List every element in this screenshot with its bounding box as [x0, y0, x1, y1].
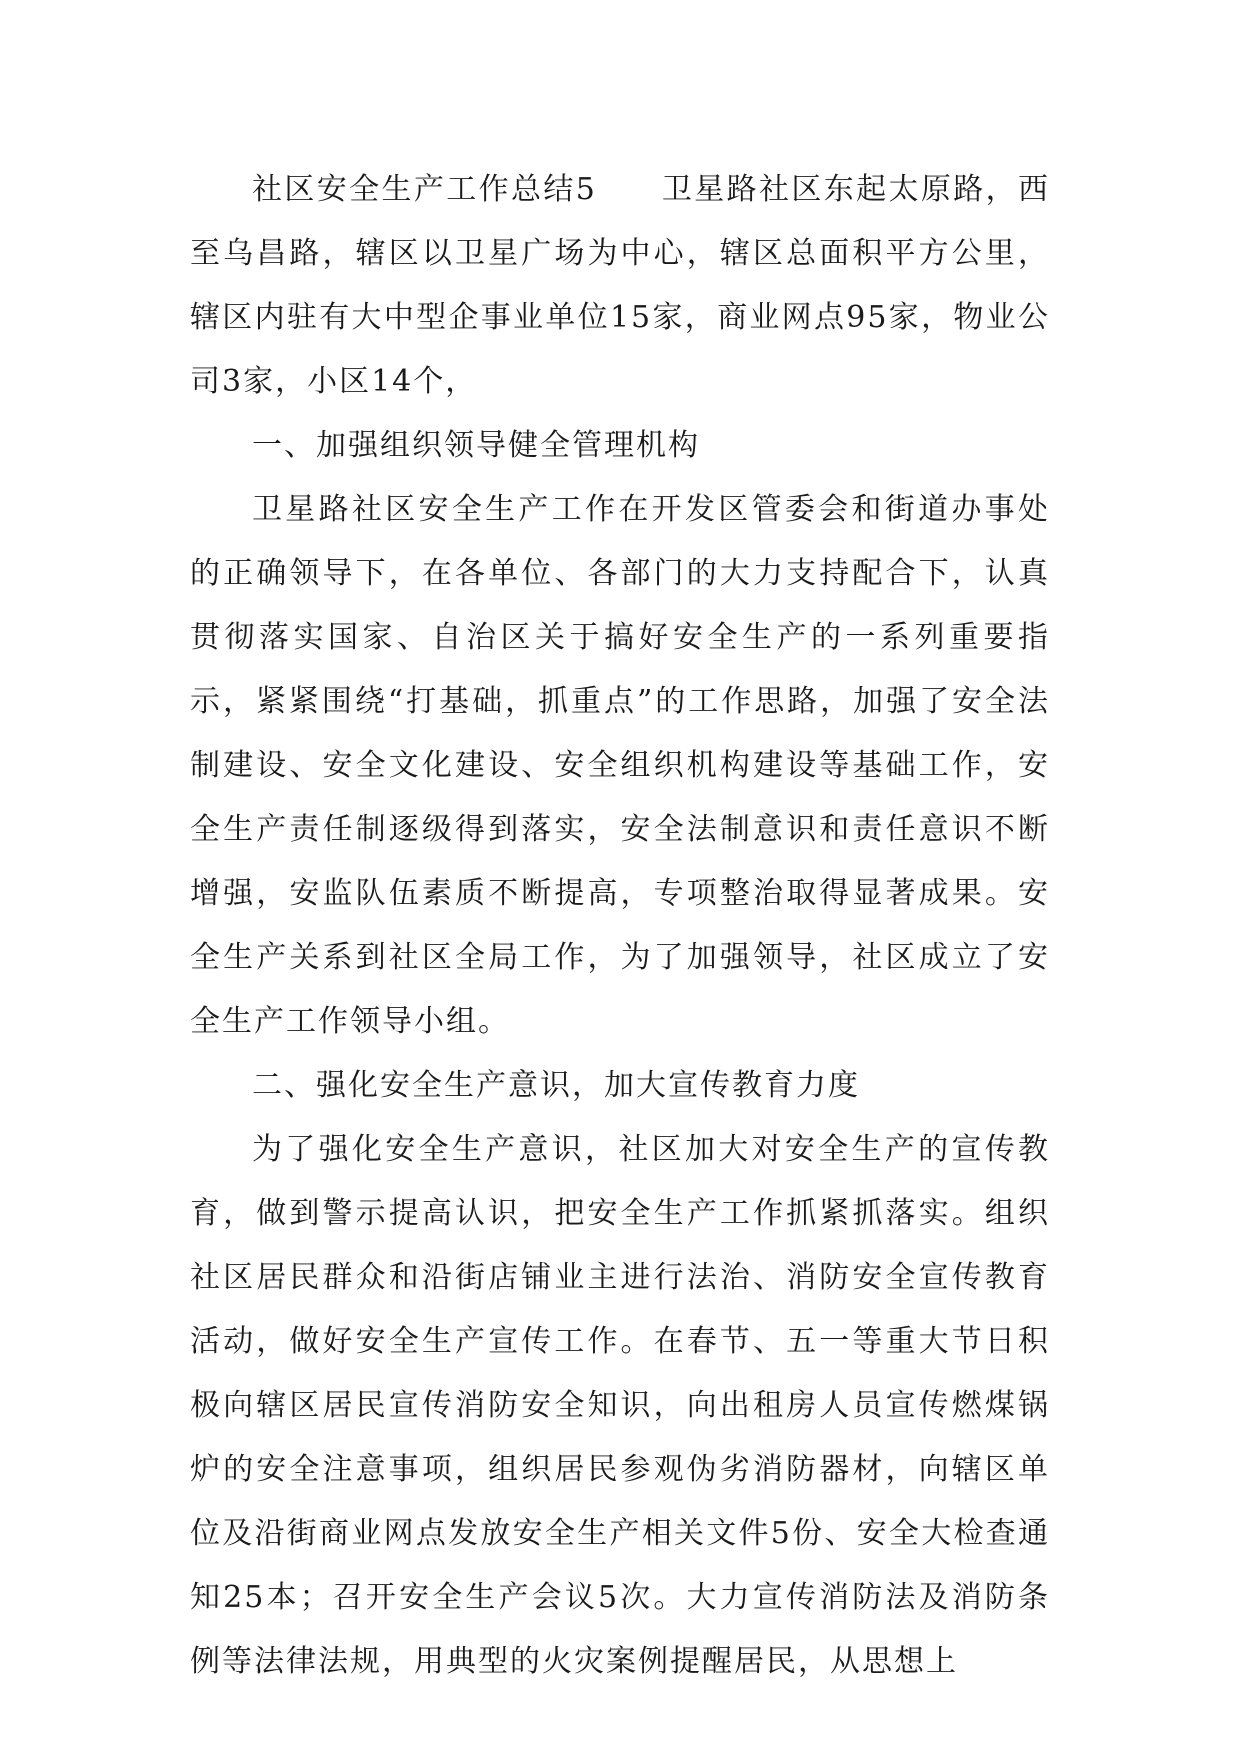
section-heading-1: 一、加强组织领导健全管理机构 — [252, 428, 700, 463]
paragraph-section-1: 卫星路社区安全生产工作在开发区管委会和街道办事处的正确领导下，在各单位、各部门的大力支持配合下，认真贯彻落实国家、自治区关于搞好安全生产的一系列重要指示，紧紧围绕“打基础，抓重点”的工作思路，加强了安全法制建设、安全文化建设、安全组织机构建设等基础工作，安全生产责任制逐级得到落实，安全法制意识和责任意识不断增强，安监队伍素质不断提高，专项整治取得显著成果。安全生产关系到社区全局工作，为了加强领导，社区成立了安全生产工作领导小组。 — [190, 492, 1050, 1039]
paragraph-intro: 社区安全生产工作总结5 卫星路社区东起太原路，西至乌昌路，辖区以卫星广场为中心，辖区总面积平方公里，辖区内驻有大中型企事业单位15家，商业网点95家，物业公司3家，小区14个， — [190, 172, 1050, 399]
paragraph-section-2: 为了强化安全生产意识，社区加大对安全生产的宣传教育，做到警示提高认识，把安全生产工作抓紧抓落实。组织社区居民群众和沿街店铺业主进行法治、消防安全宣传教育活动，做好安全生产宣传工作。在春节、五一等重大节日积极向辖区居民宣传消防安全知识，向出租房人员宣传燃煤锅炉的安全注意事项，组织居民参观伪劣消防器材，向辖区单位及沿街商业网点发放安全生产相关文件5份、安全大检查通知25本；召开安全生产会议5次。大力宣传消防法及消防条例等法律法规，用典型的火灾案例提醒居民，从思想上 — [190, 1132, 1050, 1679]
section-heading-2: 二、强化安全生产意识，加大宣传教育力度 — [252, 1068, 860, 1103]
document-body — [190, 158, 1050, 1694]
